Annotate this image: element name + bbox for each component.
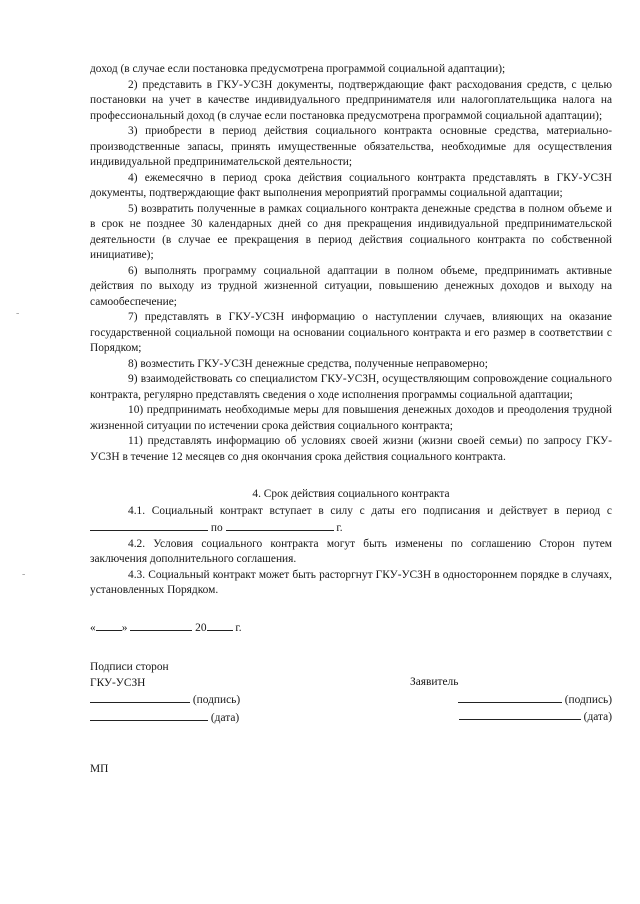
clause-4-2: 4.2. Условия социального контракта могут быть изменены по соглашению Сторон путем заключения дополнительного соглашения. <box>90 537 612 565</box>
left-date-field[interactable] <box>90 709 208 721</box>
date-year-field[interactable] <box>207 619 233 631</box>
date-open-quote: « <box>90 621 96 634</box>
obligation-8: 8) возместить ГКУ-УСЗН денежные средства, полученные неправомерно; <box>128 357 488 370</box>
left-date-row <box>90 709 310 727</box>
scan-artifact-mark: - <box>16 308 20 319</box>
left-signature-row <box>90 691 310 709</box>
right-party-name: Заявитель <box>410 676 459 688</box>
clause-4-1 <box>90 504 612 537</box>
obligation-11: 11) представлять информацию об условиях своей жизни (жизни своей семьи) по запросу ГКУ-УСЗН в течение 12 месяцев со дня окончания срока действия социального контракта. <box>90 435 612 463</box>
left-party-name: ГКУ-УСЗН <box>90 676 146 689</box>
obligation-2: 2) представить в ГКУ-УСЗН документы, подтверждающие факт расходования средств, с целью постановки на учет в качестве индивидуального предпринимателя или налогоплательщика налога на профессиональный доход (в случае если постановка предусмотрена программой социальной адаптации); <box>90 78 612 122</box>
period-end-field[interactable] <box>226 519 334 531</box>
left-date-label: (дата) <box>210 711 240 724</box>
clause-4-1-to: по <box>210 522 223 534</box>
date-month-field[interactable] <box>130 619 192 631</box>
right-date-label: (дата) <box>583 711 612 723</box>
right-signature-row <box>410 691 612 709</box>
clause-4-1-text: 4.1. Социальный контракт вступает в силу с даты его подписания и действует в период с <box>128 504 612 517</box>
paragraph-continuation: доход (в случае если постановка предусмотрена программой социальной адаптации); <box>90 63 506 75</box>
scan-artifact-mark: - <box>22 569 26 580</box>
obligation-5: 5) возвратить полученные в рамках социального контракта денежные средства в полном объеме и в срок не позднее 30 календарных дней со дня прекращения индивидуальной предпринимательской деятельности (в случае ее прекращения в период действия социального контракта по собственной инициативе); <box>90 202 612 261</box>
period-start-field[interactable] <box>90 519 208 531</box>
date-year-prefix: 20 <box>195 621 207 634</box>
right-date-field[interactable] <box>459 708 581 720</box>
stamp-place: МП <box>90 763 109 775</box>
obligation-9: 9) взаимодействовать со специалистом ГКУ-УСЗН, осуществляющим сопровождение социального контракта, регулярно представлять сведения о ходе исполнения программы социальной адаптации; <box>90 373 612 401</box>
date-year-suffix: г. <box>235 621 242 634</box>
left-signature-label: (подпись) <box>192 694 241 706</box>
obligation-4: 4) ежемесячно в период срока действия социального контракта представлять в ГКУ-УСЗН документы, подтверждающие факт выполнения мероприятий программы социальной адаптации; <box>90 171 612 199</box>
signatures-header: Подписи сторон <box>90 661 169 673</box>
contract-date-line <box>90 619 612 637</box>
right-signature-label: (подпись) <box>564 693 612 706</box>
date-close-quote: » <box>121 621 128 634</box>
clause-4-3: 4.3. Социальный контракт может быть расторгнут ГКУ-УСЗН в одностороннем порядке в случаях, установленных Порядком. <box>90 568 612 596</box>
left-signature-field[interactable] <box>90 691 190 703</box>
date-day-field[interactable] <box>96 619 122 631</box>
section-heading: 4. Срок действия социального контракта <box>252 488 450 500</box>
obligation-7: 7) представлять в ГКУ-УСЗН информацию о наступлении случаев, влияющих на оказание государственной социальной помощи на основании социального контракта и его размер в соответствии с Порядком; <box>90 311 612 354</box>
right-signature-field[interactable] <box>458 691 562 703</box>
document-page <box>90 62 612 775</box>
signatures-right <box>410 675 612 726</box>
obligation-6: 6) выполнять программу социальной адаптации в полном объеме, предпринимать активные действия по выходу из трудной жизненной ситуации, повышению денежных доходов и выходу на самообеспечение; <box>90 264 612 308</box>
signatures-left <box>90 660 310 726</box>
obligation-10: 10) предпринимать необходимые меры для повышения денежных доходов и преодоления трудной жизненной ситуации по истечении срока действия социального контракта; <box>90 404 612 432</box>
signatures-block <box>90 660 612 730</box>
right-date-row <box>410 708 612 726</box>
clause-4-1-year: г. <box>336 522 343 534</box>
obligation-3: 3) приобрести в период действия социального контракта основные средства, материально-производственные запасы, принять имущественные обязательства, необходимые для осуществления индивидуальной предпринимательской деятельности; <box>90 125 612 168</box>
